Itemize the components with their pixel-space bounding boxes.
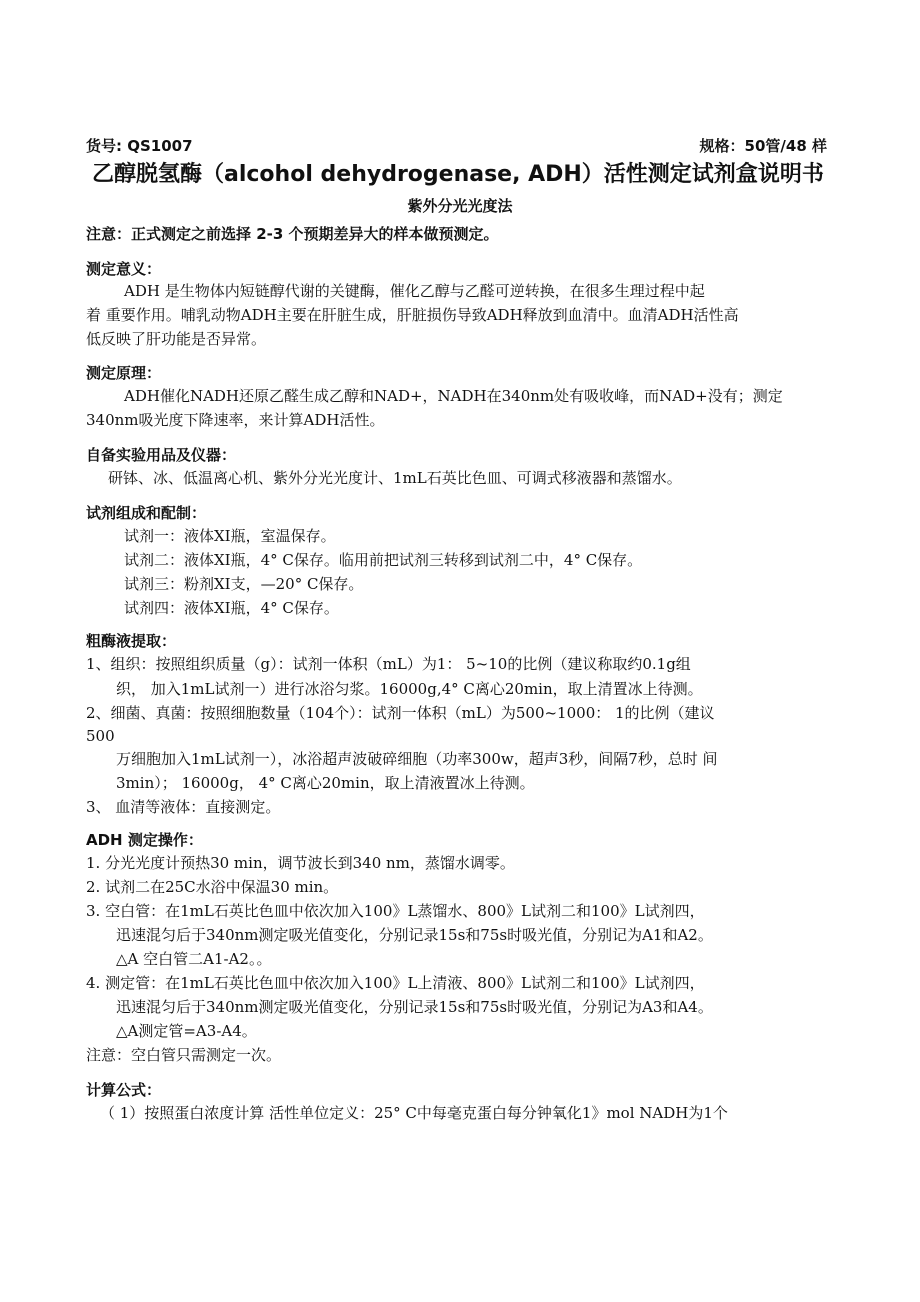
extraction-line: 3min）； 16000g， 4° C离心20min，取上清液置冰上待测。	[116, 774, 535, 792]
section-heading-principle: 测定原理：	[86, 364, 162, 382]
pre-test-notice: 注意：正式测定之前选择 2-3 个预期差异大的样本做预测定。	[86, 225, 499, 243]
operation-line: △A测定管=A3-A4。	[116, 1022, 257, 1040]
reagent-line: 试剂四：液体XI瓶，4° C保存。	[124, 599, 339, 617]
paragraph-line: 340nm吸光度下降速率，来计算ADH活性。	[86, 411, 385, 429]
paragraph-line: 研钵、冰、低温离心机、紫外分光光度计、1mL石英比色皿、可调式移液器和蒸馏水。	[108, 469, 682, 487]
operation-line: △A 空白管二A1-A2。。	[116, 950, 272, 968]
formula-line: （ 1）按照蛋白浓度计算 活性单位定义：25° C中每毫克蛋白每分钟氧化1》mol NADH为1个	[100, 1104, 728, 1122]
extraction-line: 3、 血清等液体：直接测定。	[86, 798, 281, 816]
operation-line: 1. 分光光度计预热30 min，调节波长到340 nm，蒸馏水调零。	[86, 854, 515, 872]
operation-note: 注意：空白管只需测定一次。	[86, 1046, 282, 1064]
operation-line: 3. 空白管：在1mL石英比色皿中依次加入100》L蒸馏水、800》L试剂二和100》L试剂四，	[86, 902, 705, 920]
extraction-line: 万细胞加入1mL试剂一），冰浴超声波破碎细胞（功率300w，超声3秒，间隔7秒，总时 间	[116, 750, 718, 768]
operation-line: 2. 试剂二在25C水浴中保温30 min。	[86, 878, 339, 896]
method-subtitle: 紫外分光光度法	[407, 197, 513, 215]
reagent-line: 试剂一：液体XI瓶，室温保存。	[124, 527, 336, 545]
section-heading-formula: 计算公式：	[86, 1081, 162, 1099]
spec-label: 规格：50管/48 样	[699, 137, 827, 155]
section-heading-significance: 测定意义：	[86, 260, 162, 278]
extraction-line: 500	[86, 727, 115, 745]
section-heading-operation: ADH 测定操作：	[86, 831, 203, 849]
reagent-line: 试剂三：粉剂XI支，—20° C保存。	[124, 575, 364, 593]
document-title: 乙醇脱氢酶（alcohol dehydrogenase, ADH）活性测定试剂盒说明书	[92, 162, 824, 187]
operation-line: 4. 测定管：在1mL石英比色皿中依次加入100》L上清液、800》L试剂二和100》L试剂四，	[86, 974, 705, 992]
section-heading-extraction: 粗酶液提取：	[86, 632, 177, 650]
extraction-line: 织， 加入1mL试剂一）进行冰浴匀浆。16000g,4° C离心20min，取上清置冰上待测。	[116, 680, 703, 698]
operation-line: 迅速混匀后于340nm测定吸光值变化，分别记录15s和75s时吸光值，分别记为A1和A2。	[116, 926, 713, 944]
paragraph-line: ADH催化NADH还原乙醛生成乙醇和NAD+，NADH在340nm处有吸收峰，而NAD+没有；测定	[124, 387, 783, 405]
extraction-line: 1、组织：按照组织质量（g）：试剂一体积（mL）为1： 5~10的比例（建议称取约0.1g组	[86, 655, 691, 673]
reagent-line: 试剂二：液体XI瓶，4° C保存。临用前把试剂三转移到试剂二中，4° C保存。	[124, 551, 643, 569]
paragraph-line: 低反映了肝功能是否异常。	[86, 330, 267, 348]
section-heading-equipment: 自备实验用品及仪器：	[86, 446, 237, 464]
operation-line: 迅速混匀后于340nm测定吸光值变化，分别记录15s和75s时吸光值，分别记为A3和A4。	[116, 998, 713, 1016]
paragraph-line: ADH 是生物体内短链醇代谢的关键酶，催化乙醇与乙醛可逆转换，在很多生理过程中起	[124, 282, 705, 300]
section-heading-reagents: 试剂组成和配制：	[86, 504, 207, 522]
paragraph-line: 着 重要作用。哺乳动物ADH主要在肝脏生成，肝脏损伤导致ADH释放到血清中。血清ADH活性高	[86, 306, 739, 324]
product-code: 货号: QS1007	[86, 137, 193, 155]
extraction-line: 2、细菌、真菌：按照细胞数量（104个）：试剂一体积（mL）为500~1000： 1的比例（建议	[86, 704, 715, 722]
